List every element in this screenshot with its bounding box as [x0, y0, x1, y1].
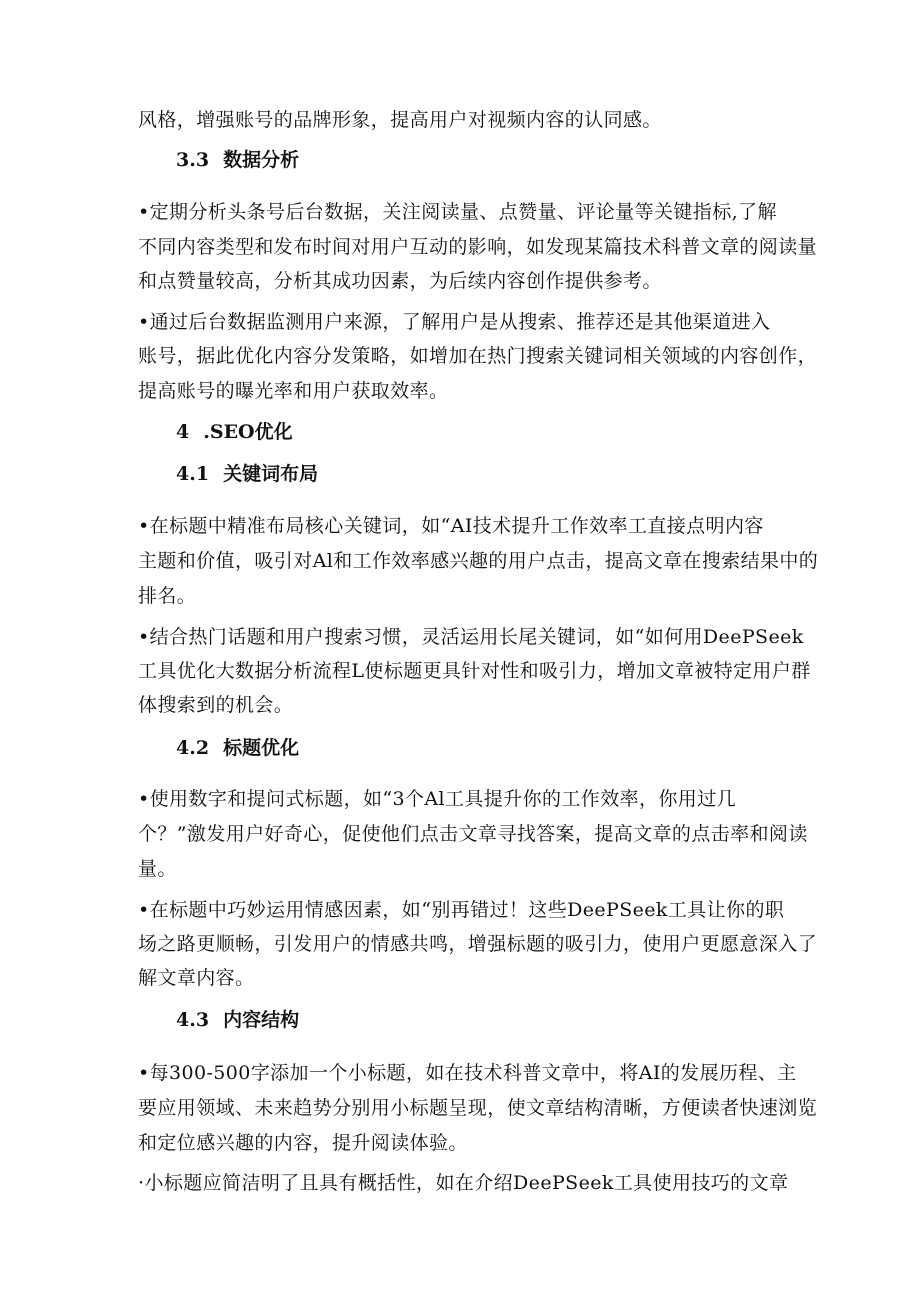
section-title: 内容结构	[223, 1009, 300, 1031]
paragraph-line: 主题和价值，吸引对Al和工作效率感兴趣的用户点击，提高文章在搜索结果中的	[138, 550, 819, 572]
section-heading-3-3	[176, 148, 299, 172]
section-number: 4.1	[176, 463, 210, 485]
paragraph-line: •每300-500字添加一个小标题，如在技术科普文章中，将AI的发展历程、主	[138, 1062, 797, 1084]
paragraph-line: 账号，据此优化内容分发策略，如增加在热门搜索关键词相关领域的内容创作，	[138, 345, 818, 367]
section-heading-4	[176, 420, 293, 444]
section-title: 标题优化	[223, 737, 300, 759]
paragraph-line: 排名。	[138, 585, 197, 607]
section-title: 关键词布局	[223, 463, 319, 485]
paragraph-line: •通过后台数据监测用户来源，了解用户是从搜索、推荐还是其他渠道进入	[138, 311, 771, 333]
section-heading-4-2	[176, 736, 299, 760]
paragraph-line: 风格，增强账号的品牌形象，提高用户对视频内容的认同感。	[138, 109, 662, 131]
paragraph-line: 场之路更顺畅，引发用户的情感共鸣，增强标题的吸引力，使用户更愿意深入了	[138, 933, 818, 955]
paragraph-line: •定期分析头条号后台数据，关注阅读量、点赞量、评论量等关键指标,了解	[138, 201, 777, 223]
paragraph-line: 要应用领域、未来趋势分别用小标题呈现，使文章结构清晰，方便读者快速浏览	[138, 1097, 818, 1119]
section-heading-4-3	[176, 1008, 299, 1032]
section-number: 4.2	[176, 737, 210, 759]
section-heading-4-1	[176, 462, 318, 486]
section-number: 4	[176, 421, 190, 443]
section-title: .SEO优化	[203, 421, 293, 443]
paragraph-line: 解文章内容。	[138, 967, 255, 989]
paragraph-line: •在标题中巧妙运用情感因素，如“别再错过！这些DeePSeek工具让你的职	[138, 899, 785, 921]
paragraph-line: 和点赞量较高，分析其成功因素，为后续内容创作提供参考。	[138, 270, 662, 292]
paragraph-line: 工具优化大数据分析流程L使标题更具针对性和吸引力，增加文章被特定用户群	[138, 660, 811, 682]
section-number: 4.3	[176, 1009, 210, 1031]
paragraph-line: 体搜索到的机会。	[138, 694, 294, 716]
paragraph-line: •结合热门话题和用户搜索习惯，灵活运用长尾关键词，如“如何用DeePSeek	[138, 626, 804, 648]
paragraph-line: 不同内容类型和发布时间对用户互动的影响，如发现某篇技术科普文章的阅读量	[138, 236, 818, 258]
paragraph-line: ·小标题应简洁明了且具有概括性，如在介绍DeePSeek工具使用技巧的文章	[138, 1172, 789, 1194]
section-title: 数据分析	[223, 149, 300, 171]
paragraph-line: 量。	[138, 858, 177, 880]
paragraph-line: 提高账号的曝光率和用户获取效率。	[138, 380, 449, 402]
paragraph-line: •在标题中精准布局核心关键词，如“AI技术提升工作效率工直接点明内容	[138, 515, 764, 537]
paragraph-line: 和定位感兴趣的内容，提升阅读体验。	[138, 1132, 468, 1154]
paragraph-line: 个？”激发用户好奇心，促使他们点击文章寻找答案，提高文章的点击率和阅读	[138, 823, 808, 845]
section-number: 3.3	[176, 149, 210, 171]
paragraph-line: •使用数字和提问式标题，如“3个Al工具提升你的工作效率，你用过几	[138, 788, 737, 810]
